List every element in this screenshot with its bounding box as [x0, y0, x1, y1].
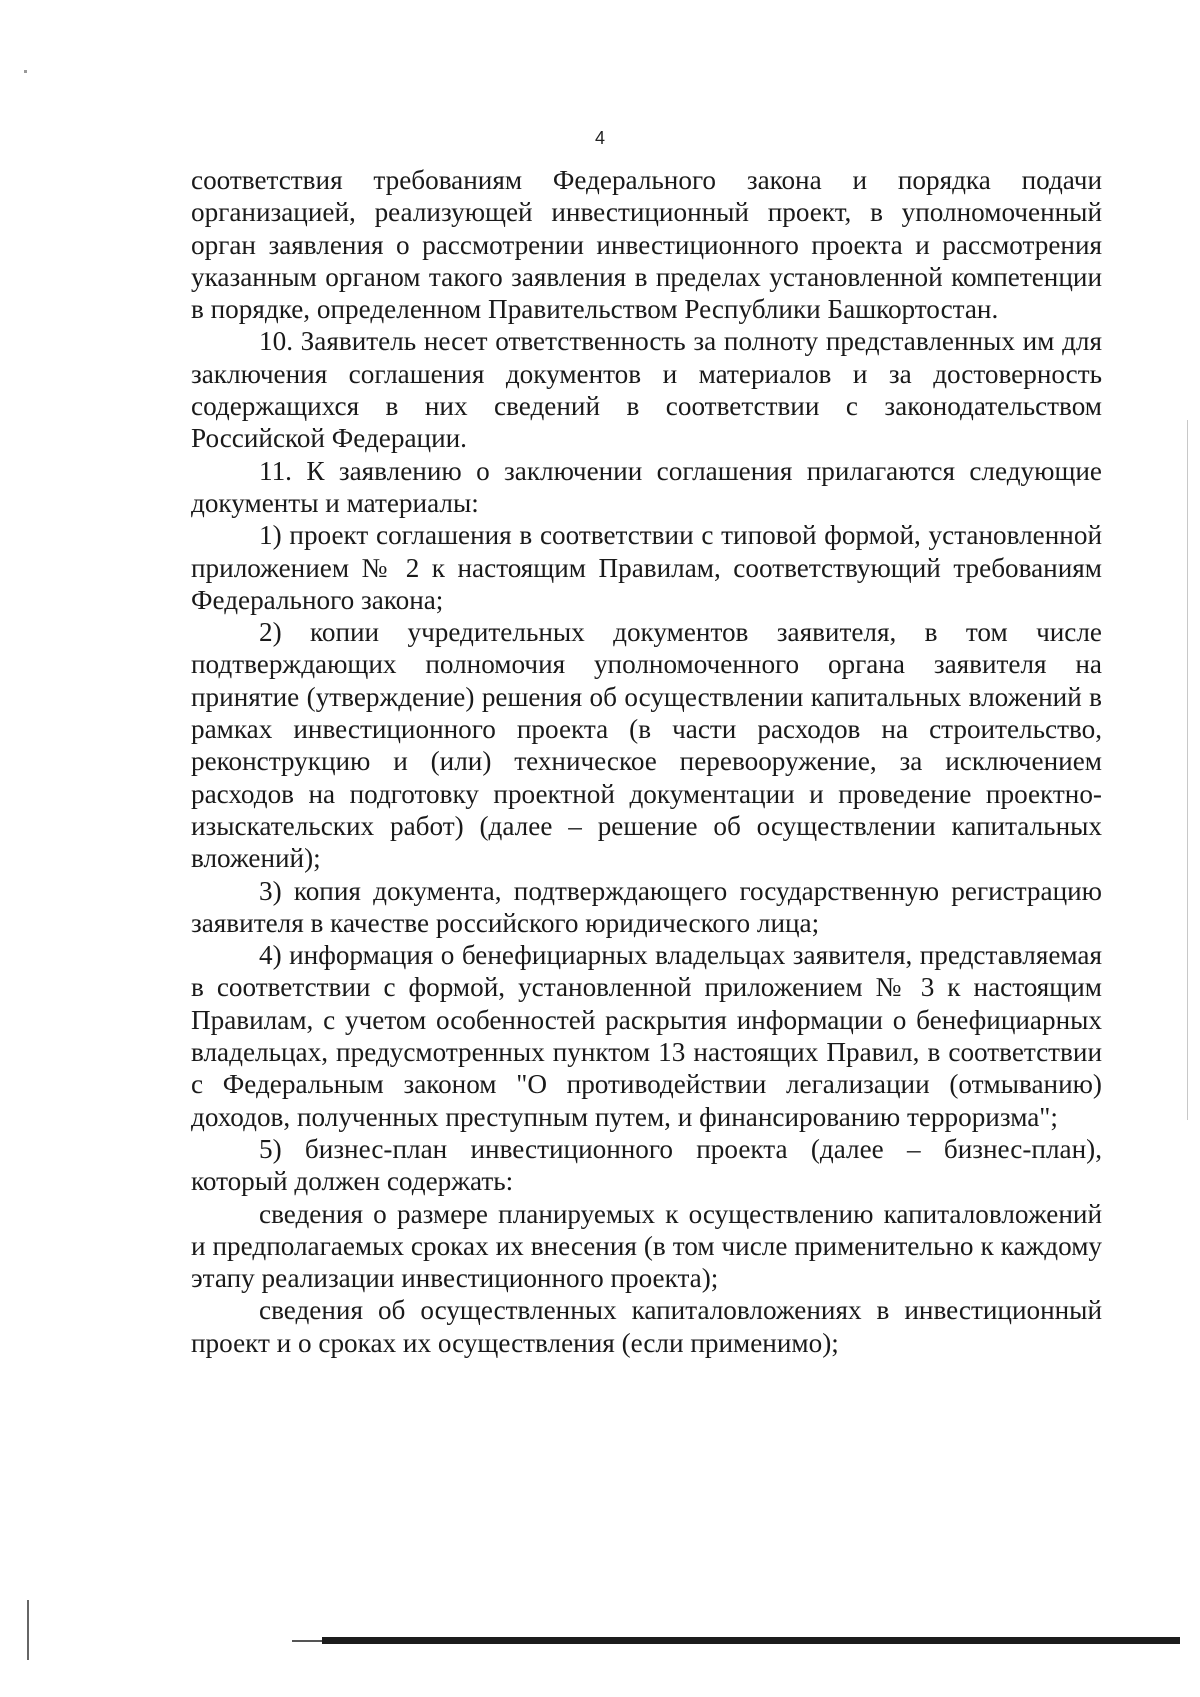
scan-artifact-left-edge: [27, 1600, 29, 1660]
scan-artifact-right-edge: [1187, 420, 1188, 1120]
list-item-3: 3) копия документа, подтверждающего государственную регистрацию заявителя в качестве российского юридического лица;: [191, 875, 1102, 938]
footer-divider-line: [322, 1637, 1180, 1644]
paragraph-item-11: 11. К заявлению о заключении соглашения прилагаются следующие документы и материалы:: [191, 455, 1102, 518]
page-number: 4: [594, 128, 605, 148]
document-body: [191, 164, 1102, 1359]
list-item-1: 1) проект соглашения в соответствии с типовой формой, установленной приложением № 2 к настоящим Правилам, соответствующий требованиям Федерального закона;: [191, 520, 1102, 615]
list-item-5: 5) бизнес-план инвестиционного проекта (далее – бизнес-план), который должен содержать:: [191, 1133, 1102, 1197]
paragraph-continuation: соответствия требованиям Федерального закона и порядка подачи организацией, реализующей инвестиционный проект, в уполномоченный орган заявления о рассмотрении инвестиционного проекта и рассмотрения указанным органом такого заявления в пределах установленной компетенции в порядке, определенном Правительством Республики Башкортостан.: [191, 165, 1102, 325]
list-item-4: 4) информация о бенефициарных владельцах заявителя, представляемая в соответствии с формой, установленной приложением № 3 к настоящим Правилам, с учетом особенностей раскрытия информации о бенефициарных владельцах, предусмотренных пунктом 13 настоящих Правил, в соответствии с Федеральным законом "О противодействии легализации (отмыванию) доходов, полученных преступным путем, и финансированию терроризма";: [191, 940, 1102, 1132]
business-plan-subitem-planned: сведения о размере планируемых к осуществлению капиталовложений и предполагаемых сроках их внесения (в том числе применительно к каждому этапу реализации инвестиционного проекта);: [191, 1198, 1102, 1294]
business-plan-subitem-completed: сведения об осуществленных капиталовложениях в инвестиционный проект и о сроках их осуществления (если применимо);: [191, 1295, 1102, 1358]
scan-artifact-dot: [24, 70, 27, 73]
paragraph-item-10: 10. Заявитель несет ответственность за полноту представленных им для заключения соглашения документов и материалов и за достоверность содержащихся в них сведений в соответствии с законодательством Российской Федерации.: [191, 326, 1102, 454]
list-item-2: 2) копии учредительных документов заявителя, в том числе подтверждающих полномочия уполномоченного органа заявителя на принятие (утверждение) решения об осуществлении капитальных вложений в рамках инвестиционного проекта (в части расходов на строительство, реконструкцию и (или) техническое перевооружение, за исключением расходов на подготовку проектной документации и проведение проектно-изыскательских работ) (далее – решение об осуществлении капитальных вложений);: [191, 617, 1102, 874]
